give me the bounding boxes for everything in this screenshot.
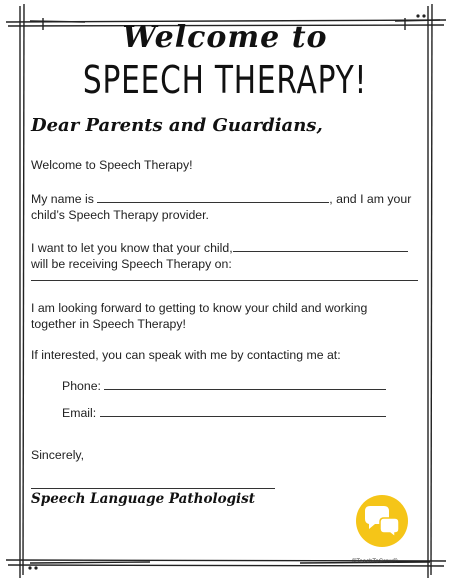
- forward-line-2: together in Speech Therapy!: [31, 317, 186, 331]
- copyright: ©TeachToGrow®: [352, 559, 398, 565]
- phone-blank[interactable]: [104, 378, 386, 390]
- email-label: Email:: [62, 406, 97, 420]
- name-prefix: My name is: [31, 192, 94, 206]
- speech-bubbles-icon: [355, 494, 409, 548]
- title-script: Welcome to: [122, 20, 328, 55]
- closing: Sincerely,: [31, 448, 85, 462]
- child-name-blank[interactable]: [233, 240, 408, 252]
- provider-line: child’s Speech Therapy provider.: [31, 208, 209, 222]
- schedule-blank[interactable]: [31, 280, 418, 281]
- email-line: [62, 405, 386, 421]
- child-line: [31, 240, 408, 256]
- phone-label: Phone:: [62, 379, 101, 393]
- receiving-line: will be receiving Speech Therapy on:: [31, 257, 232, 271]
- signature-blank[interactable]: [31, 488, 275, 489]
- forward-line-1: I am looking forward to getting to know your child and working: [31, 301, 368, 315]
- welcome-line: Welcome to Speech Therapy!: [31, 158, 193, 172]
- signature-title: Speech Language Pathologist: [31, 491, 256, 507]
- page-title: SPEECH THERAPY!: [82, 58, 368, 102]
- name-suffix: , and I am your: [329, 192, 412, 206]
- email-blank[interactable]: [100, 405, 386, 417]
- name-blank[interactable]: [97, 191, 329, 203]
- know-prefix: I want to let you know that your child,: [31, 241, 233, 255]
- phone-line: [62, 378, 386, 394]
- name-line: [31, 191, 411, 207]
- greeting: Dear Parents and Guardians,: [31, 115, 323, 136]
- contact-line: If interested, you can speak with me by contacting me at:: [31, 348, 341, 362]
